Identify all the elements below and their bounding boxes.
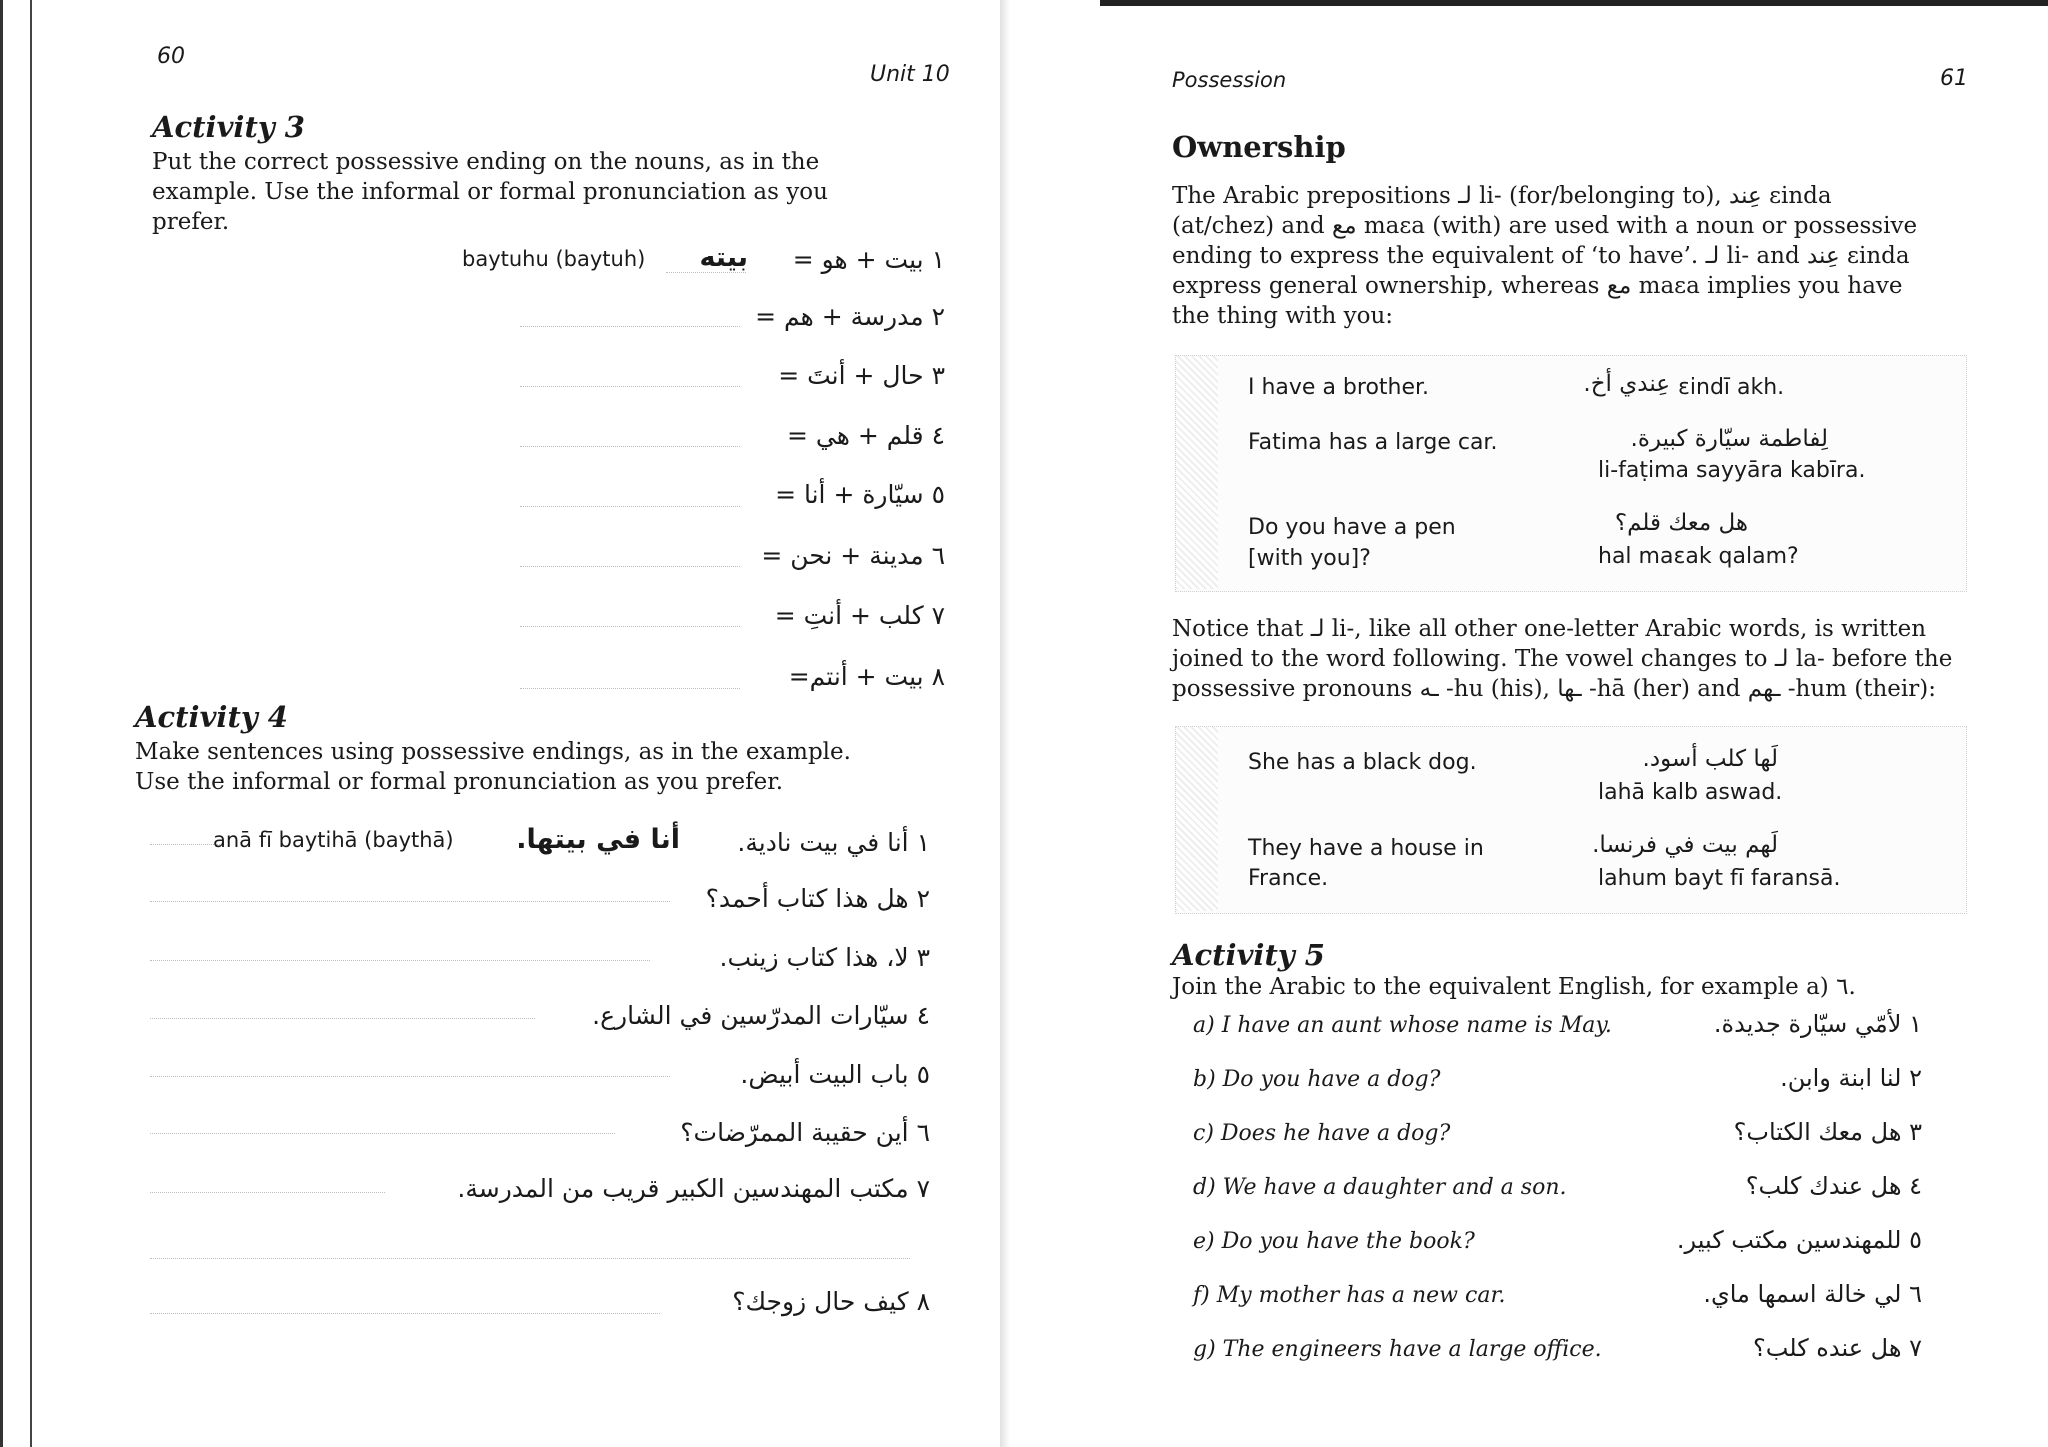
paragraph-line: ending to express the equivalent of ‘to have’. لـ li- and عِند ɛinda [1172,243,1910,269]
example-transliteration: lahā kalb aswad. [1598,780,1783,805]
example-box-shading [1176,356,1218,589]
example-english: She has a black dog. [1248,750,1477,775]
activity4-item: ٨ كيف حال زوجك؟ [732,1287,930,1316]
activity5-english-item: c) Does he have a dog? [1193,1121,1451,1146]
instruction-line: Make sentences using possessive endings, as in the example. [135,739,851,765]
activity3-item: ١ بيت + هو = [792,245,945,274]
activity5-arabic-item: ٢ لنا ابنة وابن. [1780,1064,1922,1092]
example-english: Fatima has a large car. [1248,430,1498,455]
answer-line [520,566,740,567]
example-transliteration: ɛindī akh. [1678,375,1785,400]
answer-line [150,901,670,902]
activity5-arabic-item: ٧ هل عنده كلب؟ [1752,1334,1922,1362]
activity5-english-item: e) Do you have the book? [1193,1229,1475,1254]
activity3-example-translit: baytuhu (baytuh) [462,247,646,271]
activity3-item: ٧ كلب + أنتِ = [774,601,945,630]
answer-line [150,1076,670,1077]
paragraph-line: (at/chez) and مع maɛa (with) are used with a noun or possessive [1172,213,1918,239]
activity3-item: ٢ مدرسة + هم = [755,302,945,331]
example-arabic: لِفاطمة سيّارة كبيرة. [1630,426,1828,452]
example-english: They have a house in [1248,836,1484,861]
activity3-heading: Activity 3 [152,110,305,144]
right-page-number: 61 [1940,66,1968,91]
activity4-item: ٢ هل هذا كتاب أحمد؟ [705,884,930,913]
example-arabic: لَهم بيت في فرنسا. [1592,832,1778,858]
activity4-example-answer: أنا في بيتها. [516,824,680,855]
activity4-item: ٤ سيّارات المدرّسين في الشارع. [592,1001,930,1030]
answer-line [520,688,740,689]
answer-line [520,626,740,627]
page-gutter [1000,0,1010,1447]
paragraph-line: joined to the word following. The vowel changes to لـ la- before the [1172,646,1953,672]
activity4-example-translit: anā fī baytihā (baythā) [213,828,454,852]
activity4-item: ١ أنا في بيت نادية. [737,828,930,857]
example-arabic: لَها كلب أسود. [1642,746,1778,772]
instruction-line: example. Use the informal or formal pronunciation as you [152,179,828,205]
left-binding-edge [0,0,3,1447]
activity4-heading: Activity 4 [135,700,288,734]
example-arabic: عِندي أخ. [1583,371,1670,397]
paragraph-line: the thing with you: [1172,303,1394,329]
top-edge [1100,0,2048,6]
activity4-item: ٥ باب البيت أبيض. [740,1060,930,1089]
activity4-item: ٦ أين حقيبة الممرّضات؟ [680,1118,930,1147]
example-transliteration: li-faṭima sayyāra kabīra. [1598,458,1866,483]
activity3-item: ٥ سيّارة + أنا = [775,480,945,509]
activity5-english-item: f) My mother has a new car. [1193,1283,1506,1308]
activity5-arabic-item: ٤ هل عندك كلب؟ [1745,1172,1922,1200]
activity5-english-item: a) I have an aunt whose name is May. [1193,1013,1612,1038]
activity4-item: ٣ لا، هذا كتاب زينب. [719,943,930,972]
activity5-arabic-item: ٦ لي خالة اسمها ماي. [1703,1280,1922,1308]
answer-line [150,1192,385,1193]
activity5-arabic-item: ٣ هل معك الكتاب؟ [1733,1118,1922,1146]
activity5-english-item: g) The engineers have a large office. [1193,1337,1602,1362]
ownership-paragraph [1172,181,2012,331]
answer-line [520,446,740,447]
ownership-heading: Ownership [1172,130,1346,164]
activity5-instruction: Join the Arabic to the equivalent English, for example a) ٦. [1172,974,1856,1000]
instruction-line: Use the informal or formal pronunciation as you prefer. [135,769,784,795]
activity5-arabic-item: ١ لأمّي سيّارة جديدة. [1713,1010,1922,1038]
ownership-note-paragraph [1172,614,2012,704]
answer-line [150,1133,615,1134]
activity5-english-item: b) Do you have a dog? [1193,1067,1441,1092]
right-running-head: Possession [1172,68,1287,92]
paragraph-line: possessive pronouns ـه -hu (his), ـها -hā (her) and ـهم -hum (their): [1172,676,1936,702]
example-english: I have a brother. [1248,375,1430,400]
instruction-line: Put the correct possessive ending on the nouns, as in the [152,149,820,175]
answer-line [520,386,740,387]
example-arabic: هل معك قلم؟ [1614,510,1748,536]
answer-line [150,1313,660,1314]
left-running-head: Unit 10 [870,62,950,87]
activity3-instructions [152,147,912,237]
activity4-instructions [135,737,935,797]
paragraph-line: express general ownership, whereas مع maɛa implies you have [1172,273,1903,299]
answer-line [150,960,650,961]
activity3-item: ٣ حال + أنتَ = [778,361,945,390]
left-binding-edge-2 [30,0,32,1447]
activity5-heading: Activity 5 [1172,938,1325,972]
answer-line [150,1018,535,1019]
activity3-item: ٦ مدينة + نحن = [761,541,945,570]
activity5-arabic-item: ٥ للمهندسين مكتب كبير. [1676,1226,1922,1254]
instruction-line: prefer. [152,209,230,235]
example-transliteration: lahum bayt fī faransā. [1598,866,1841,891]
example-english: France. [1248,866,1329,891]
paragraph-line: Notice that لـ li-, like all other one-letter Arabic words, is written [1172,616,1927,642]
paragraph-line: The Arabic prepositions لـ li- (for/belonging to), عِند ɛinda [1172,183,1832,209]
answer-line [150,844,220,845]
answer-line [150,1258,910,1259]
activity3-item: ٤ قلم + هي = [786,421,945,450]
activity5-english-item: d) We have a daughter and a son. [1193,1175,1567,1200]
example-transliteration: hal maɛak qalam? [1598,544,1799,569]
example-english: [with you]? [1248,546,1371,571]
left-page-number: 60 [157,44,185,69]
answer-line [520,326,740,327]
activity4-item: ٧ مكتب المهندسين الكبير قريب من المدرسة. [457,1174,930,1203]
answer-line [520,506,740,507]
example-english: Do you have a pen [1248,515,1456,540]
example-box-shading [1176,727,1218,911]
activity3-example-answer: بيته [699,242,748,273]
activity3-item: ٨ بيت + أنتم= [788,662,945,691]
